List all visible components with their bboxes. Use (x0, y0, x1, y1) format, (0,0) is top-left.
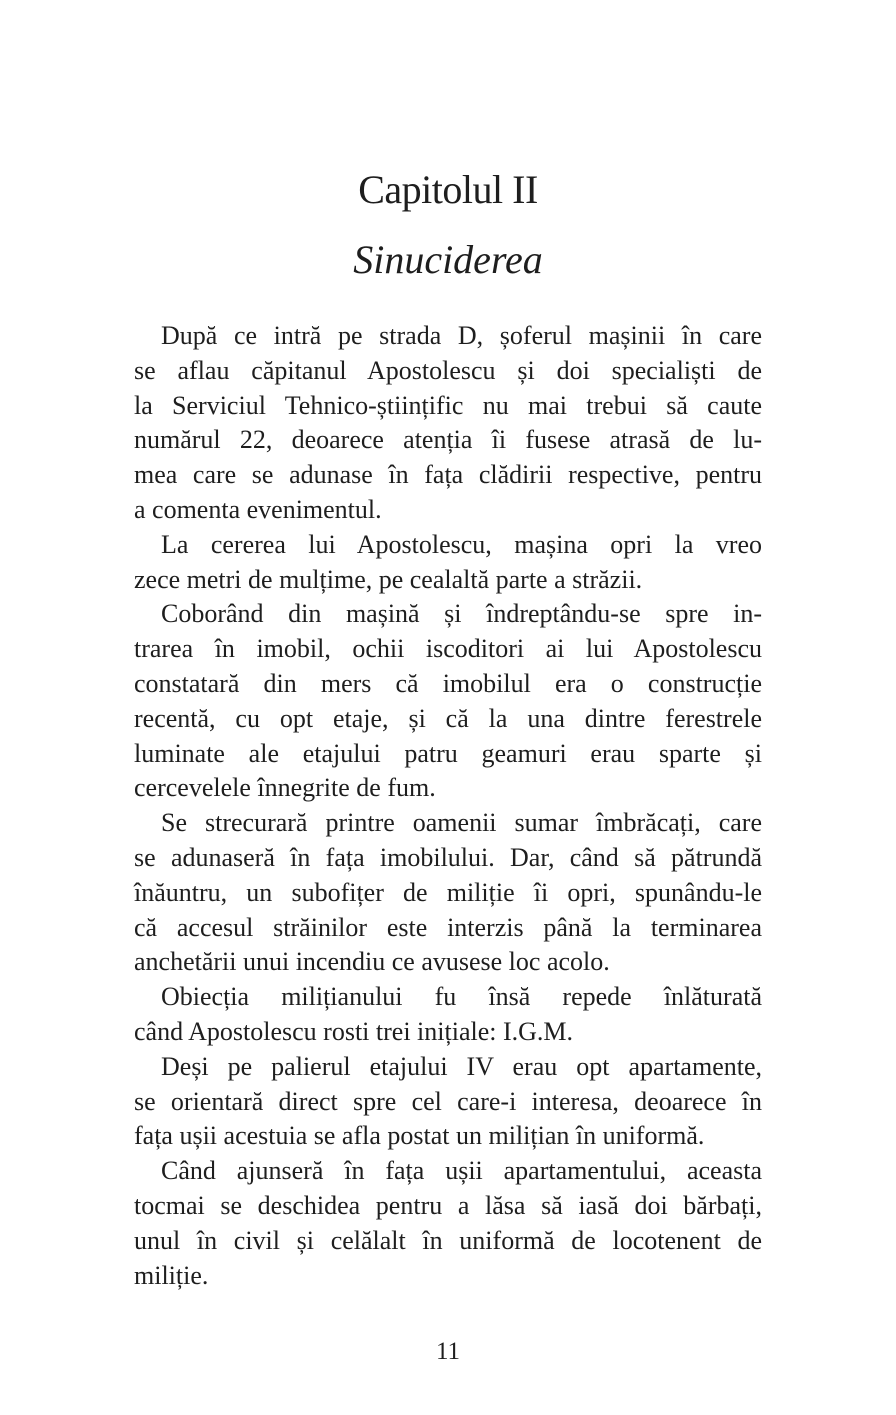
text-line: la Serviciul Tehnico-științific nu mai trebui să caute (134, 390, 762, 420)
text-line: fața ușii acestuia se afla postat un milițian în uniformă. (134, 1121, 705, 1151)
text-line: După ce intră pe strada D, șoferul mașinii în care (161, 321, 762, 350)
text-line: tocmai se deschidea pentru a lăsa să iasă doi bărbați, (134, 1190, 762, 1220)
text-line: constatară din mers că imobilul era o construcție (134, 668, 762, 698)
text-line: că accesul străinilor este interzis până la terminarea (134, 912, 762, 942)
text-line: când Apostolescu rosti trei inițiale: I.G.M. (134, 1016, 574, 1046)
paragraph (134, 1050, 762, 1154)
text-line: La cererea lui Apostolescu, mașina opri la vreo (161, 529, 762, 559)
paragraph (134, 980, 762, 1050)
text-line: Coborând din mașină și îndreptându-se spre in- (161, 599, 762, 629)
text-line: Când ajunseră în fața ușii apartamentului, aceasta (161, 1156, 762, 1186)
text-line: Obiecția milițianului fu însă repede înlăturată (161, 982, 762, 1012)
text-line: se adunaseră în fața imobilului. Dar, când să pătrundă (134, 842, 762, 872)
text-line: anchetării unui incendiu ce avusese loc acolo. (134, 947, 610, 977)
paragraph (134, 597, 762, 806)
page-number: 11 (435, 1338, 461, 1365)
paragraph (134, 806, 762, 980)
text-line: miliție. (134, 1260, 209, 1290)
text-line: Deși pe palierul etajului IV erau opt apartamente, (161, 1051, 762, 1081)
text-line: cercevelele înnegrite de fum. (134, 773, 436, 803)
paragraph (134, 1154, 762, 1293)
text-line: a comenta evenimentul. (134, 494, 382, 524)
text-line: zece metri de mulțime, pe cealaltă parte a străzii. (134, 564, 643, 594)
text-line: luminate ale etajului patru geamuri erau sparte și (134, 738, 762, 768)
text-line: se orientară direct spre cel care-i interesa, deoarece în (134, 1086, 762, 1116)
paragraph (134, 528, 762, 598)
text-line: se aflau căpitanul Apostolescu și doi specialiști de (134, 355, 762, 385)
text-line: înăuntru, un subofițer de miliție îi opri, spunându-le (134, 877, 762, 907)
chapter-subtitle: Sinuciderea (353, 237, 543, 282)
body-text (134, 319, 762, 1293)
paragraph (134, 319, 762, 528)
text-line: unul în civil și celălalt în uniformă de locotenent de (134, 1225, 762, 1255)
text-line: Se strecurară printre oamenii sumar îmbrăcați, care (161, 808, 762, 838)
text-line: trarea în imobil, ochii iscoditori ai lui Apostolescu (134, 634, 762, 664)
text-line: mea care se adunase în fața clădirii respective, pentru (134, 460, 762, 490)
chapter-title: Capitolul II (358, 167, 538, 212)
text-line: numărul 22, deoarece atenția îi fusese atrasă de lu- (134, 425, 762, 455)
text-line: recentă, cu opt etaje, și că la una dintre ferestrele (134, 703, 762, 733)
